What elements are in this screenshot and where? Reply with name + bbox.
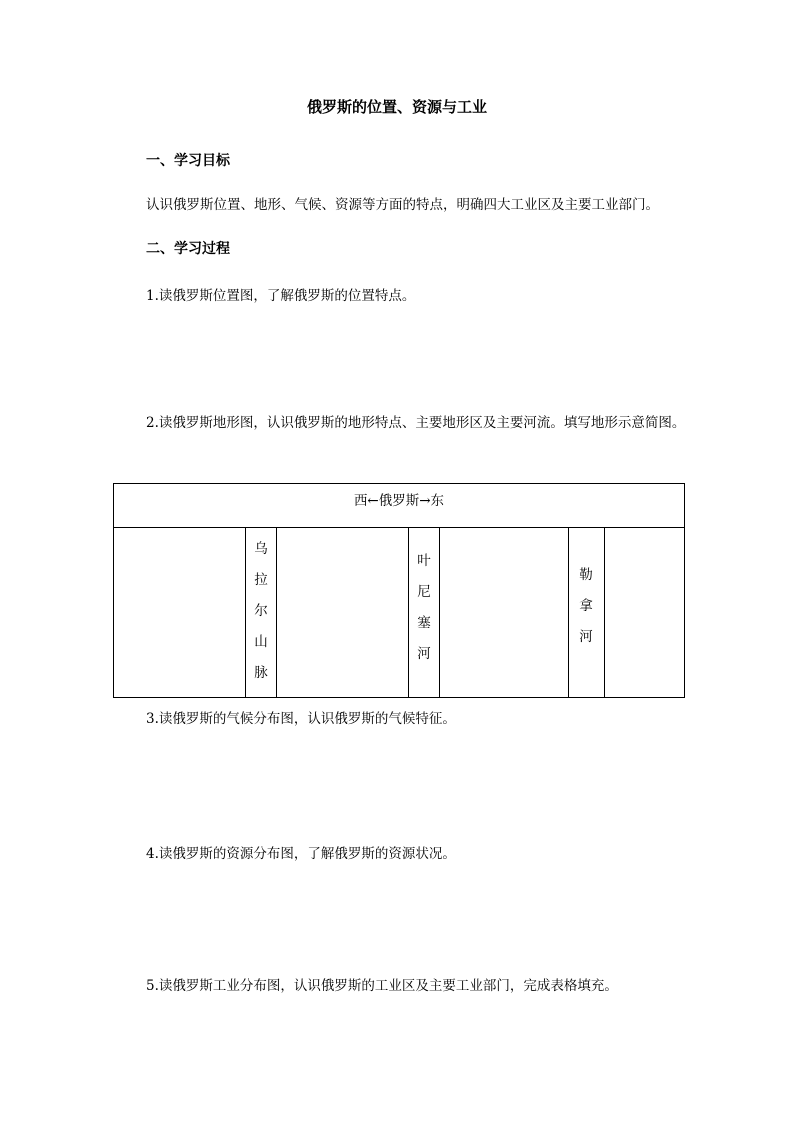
table-divider [568,528,569,697]
label-char: 勒 [579,567,593,583]
label-char: 拉 [254,572,268,588]
process-item-5: 5.读俄罗斯工业分布图，认识俄罗斯的工业区及主要工业部门，完成表格填充。 [146,978,618,994]
table-divider [604,528,605,697]
lena-river-label [571,560,601,653]
table-divider [439,528,440,697]
yenisei-river-label [409,546,439,670]
label-char: 山 [254,634,268,650]
label-char: 叶 [417,553,431,569]
process-item-4: 4.读俄罗斯的资源分布图，了解俄罗斯的资源状况。 [146,846,456,862]
page-title: 俄罗斯的位置、资源与工业 [306,98,487,116]
label-char: 尔 [254,603,268,619]
label-char: 尼 [417,584,431,600]
terrain-table-header: 西←俄罗斯→东 [114,484,684,528]
label-char: 河 [417,646,431,662]
ural-mountains-label [246,534,276,689]
table-divider [276,528,277,697]
label-char: 脉 [254,665,268,681]
process-item-1: 1.读俄罗斯位置图，了解俄罗斯的位置特点。 [146,288,416,304]
process-item-3: 3.读俄罗斯的气候分布图，认识俄罗斯的气候特征。 [146,711,456,727]
terrain-sketch-table [113,483,685,698]
section-heading-goals: 一、学习目标 [146,153,230,169]
label-char: 乌 [254,541,268,557]
label-char: 河 [579,629,593,645]
label-char: 拿 [579,598,593,614]
label-char: 塞 [417,615,431,631]
process-item-2: 2.读俄罗斯地形图，认识俄罗斯的地形特点、主要地形区及主要河流。填写地形示意简图。 [146,415,686,431]
section-heading-process: 二、学习过程 [146,241,230,257]
goals-text: 认识俄罗斯位置、地形、气候、资源等方面的特点，明确四大工业区及主要工业部门。 [146,197,659,213]
